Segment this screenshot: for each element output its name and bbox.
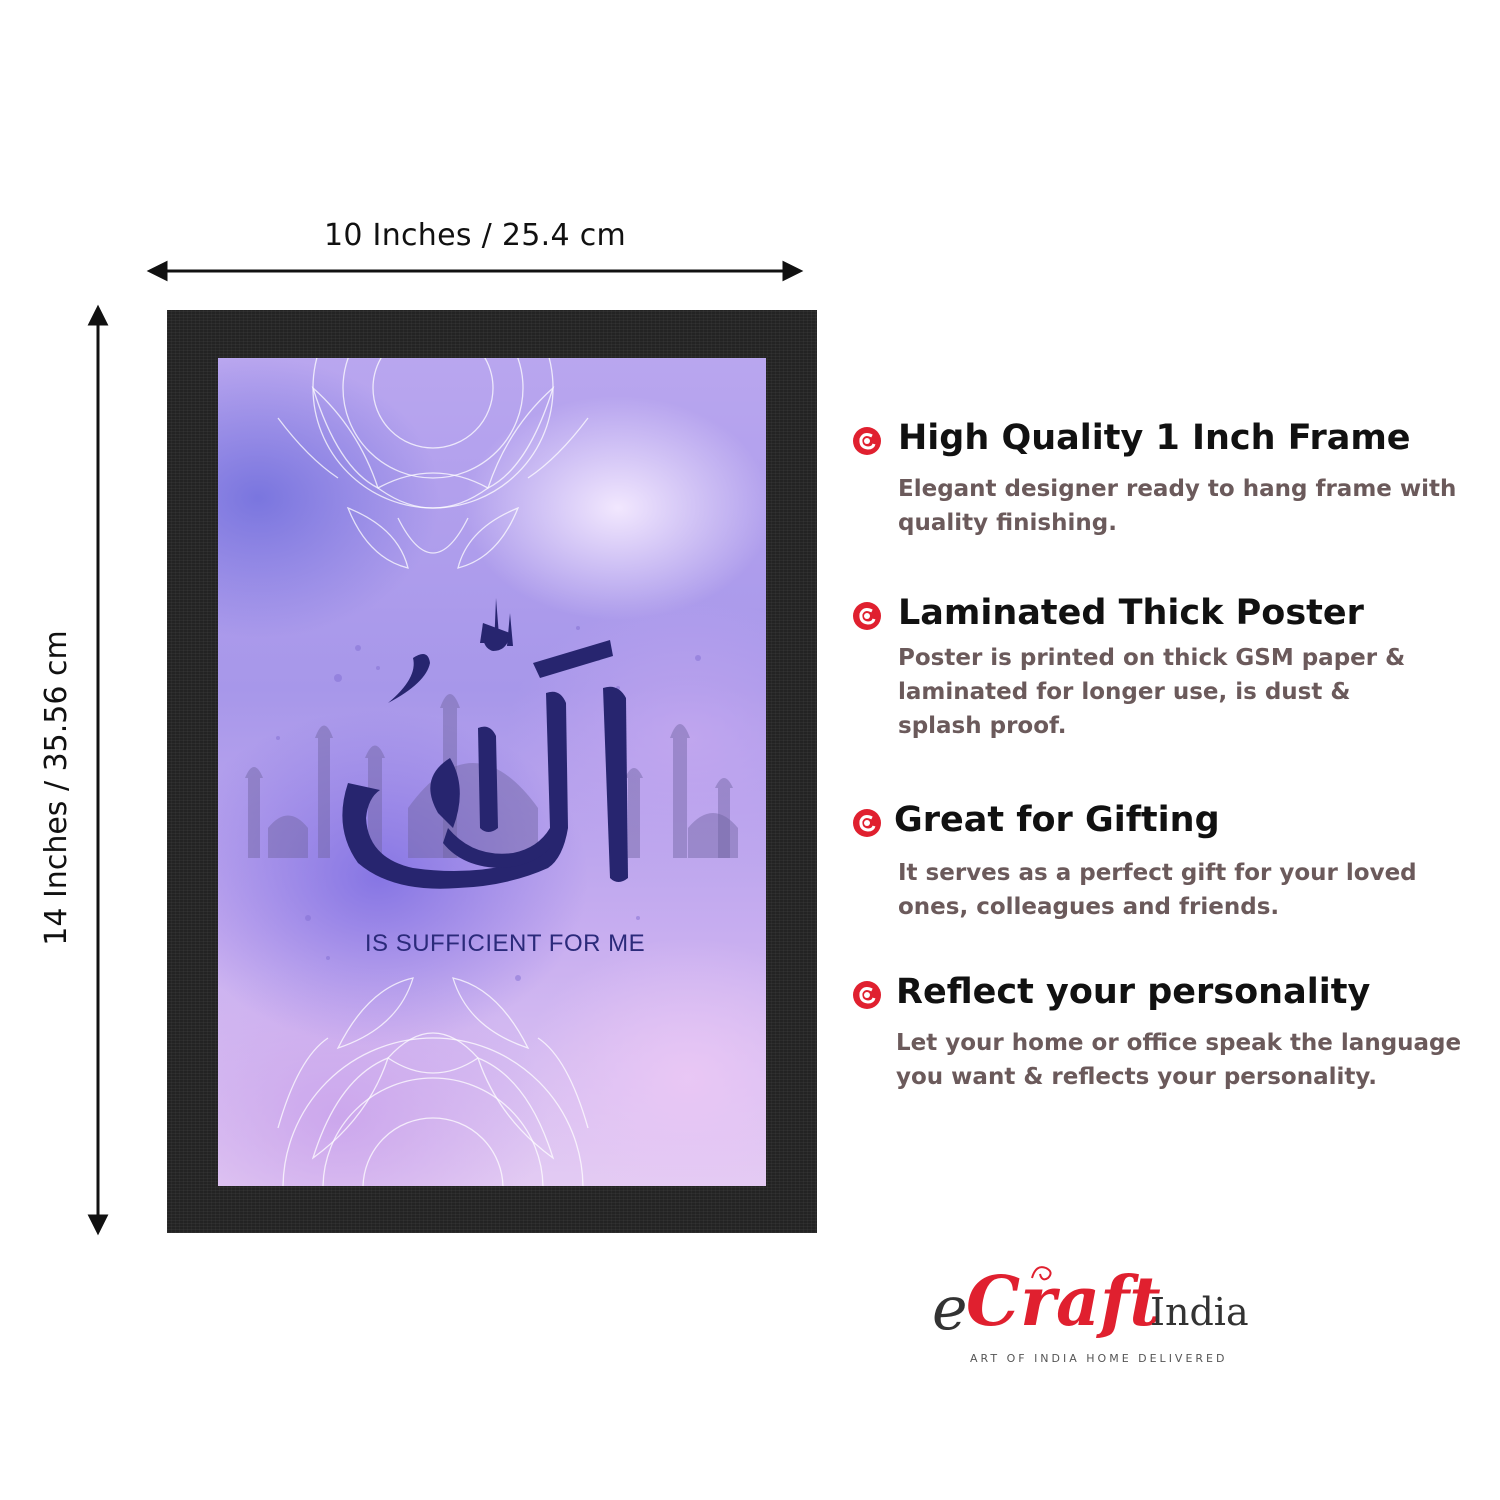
feature-description: It serves as a perfect gift for your loved ones, colleagues and friends. (898, 860, 1417, 920)
poster-caption: IS SUFFICIENT FOR ME (364, 930, 646, 957)
logo-e: e (932, 1274, 968, 1344)
logo-india: India (1150, 1290, 1249, 1334)
width-dimension-label: 10 Inches / 25.4 cm (323, 218, 627, 253)
width-arrow-right-head (784, 263, 800, 279)
feature-bullet-icon (852, 980, 882, 1010)
bottom-mandala (278, 978, 588, 1186)
top-mandala (278, 358, 588, 568)
feature-title: Reflect your personality (896, 972, 1371, 1012)
poster-illustration (218, 358, 766, 1186)
ecraftindia-logo (932, 1262, 1282, 1372)
feature-bullet-icon (852, 808, 882, 838)
feature-description: Elegant designer ready to hang frame with quality finishing. (898, 476, 1457, 536)
feature-bullet-icon (852, 426, 882, 456)
feature-description: Let your home or office speak the language you want & reflects your personality. (896, 1030, 1462, 1090)
height-dimension-label: 14 Inches / 35.56 cm (39, 630, 74, 946)
feature-title: Laminated Thick Poster (898, 593, 1364, 633)
width-arrow-left-head (150, 263, 166, 279)
feature-description: Poster is printed on thick GSM paper & laminated for longer use, is dust & splash proof. (898, 645, 1406, 739)
height-arrow-bottom-head (90, 1216, 106, 1232)
height-arrow-top-head (90, 308, 106, 324)
feature-title: High Quality 1 Inch Frame (898, 418, 1411, 458)
feature-bullet-icon (852, 601, 882, 631)
logo-tagline: ART OF INDIA HOME DELIVERED (970, 1352, 1228, 1365)
logo-craft: Craft (966, 1262, 1161, 1342)
feature-title: Great for Gifting (894, 800, 1220, 840)
poster-artwork (218, 358, 766, 1186)
logo-swirl-icon (1028, 1262, 1058, 1284)
